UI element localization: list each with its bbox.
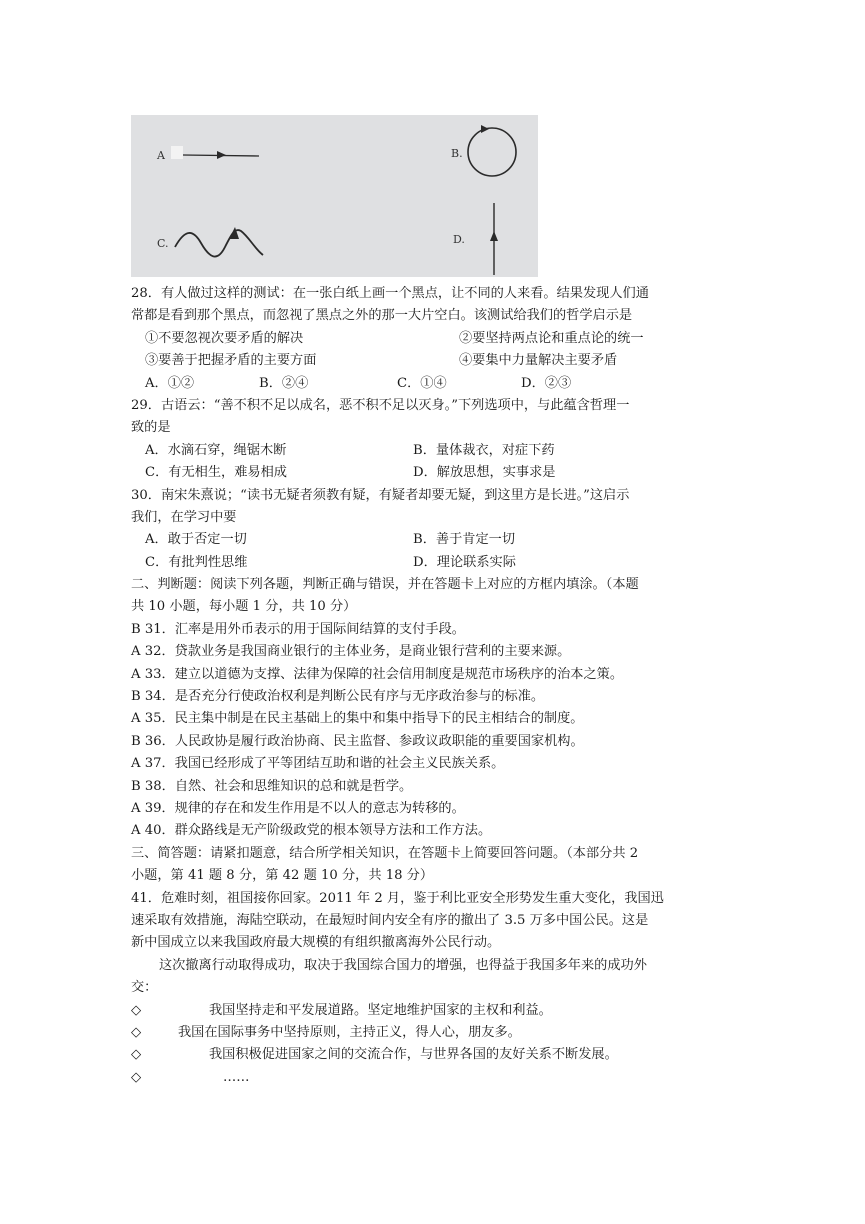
arrowhead-circle-icon — [481, 125, 489, 133]
q41-bullet — [131, 1067, 736, 1089]
judgement-item: A 33．建立以道德为支撑、法律为保障的社会信用制度是规范市场秩序的治本之策。 — [131, 666, 624, 682]
q29-option-c: C．有无相生，难易相成 — [145, 465, 287, 481]
q41-line3: 新中国成立以来我国政府最大规模的有组织撤离海外公民行动。 — [131, 935, 501, 951]
diamond-icon: ◇ — [131, 1047, 142, 1063]
q41-para2-line2: 交： — [131, 980, 158, 996]
q28-options — [131, 373, 736, 395]
figure-label-d: D. — [453, 233, 465, 246]
diamond-icon: ◇ — [131, 1024, 142, 1040]
judgement-item: A 39．规律的存在和发生作用是不以人的意志为转移的。 — [131, 800, 465, 816]
q28-statement-1: ①不要忽视次要矛盾的解决 — [145, 330, 304, 346]
diamond-icon: ◇ — [131, 1002, 142, 1018]
diamond-icon: ◇ — [131, 1069, 142, 1085]
judgement-item: A 32．贷款业务是我国商业银行的主体业务，是商业银行营利的主要来源。 — [131, 644, 571, 660]
q41-bullet-text: 我国在国际事务中坚持原则，主持正义，得人心，朋友多。 — [178, 1024, 521, 1040]
arrowhead-right-icon — [217, 151, 226, 159]
judgement-item: B 36．人民政协是履行政治协商、民主监督、参政议政职能的重要国家机构。 — [131, 733, 584, 749]
q41-bullet-text: …… — [223, 1069, 250, 1085]
judgement-item: B 34．是否充分行使政治权利是判断公民有序与无序政治参与的标准。 — [131, 689, 545, 705]
circle-arrow — [468, 128, 516, 176]
q41-bullet — [131, 1022, 736, 1044]
figure-label-b: B. — [451, 147, 463, 160]
q41-bullet-text: 我国坚持走和平发展道路。坚定地维护国家的主权和利益。 — [209, 1002, 552, 1018]
q29-option-a: A．水滴石穿，绳锯木断 — [145, 442, 287, 458]
q28-stem-line2: 常都是看到那个黑点，而忽视了黑点之外的那一大片空白。该测试给我们的哲学启示是 — [131, 308, 633, 324]
q30-option-a: A．敢于否定一切 — [145, 532, 247, 548]
q29-stem-line2: 致的是 — [131, 420, 171, 436]
q30-option-b: B．善于肯定一切 — [413, 532, 516, 548]
q29-stem-line1: 29．古语云：“善不积不足以成名，恶不积不足以灭身。”下列选项中，与此蕴含哲理一 — [131, 397, 630, 413]
q29-option-b: B．量体裁衣，对症下药 — [413, 442, 555, 458]
q30-option-c: C．有批判性思维 — [145, 554, 248, 570]
q29-options-row1 — [131, 440, 736, 462]
figure-label-c: C. — [157, 237, 169, 250]
q29-option-d: D．解放思想，实事求是 — [413, 465, 556, 481]
q30-stem-line2: 我们，在学习中要 — [131, 509, 237, 525]
q28-option-b: B．②④ — [259, 375, 309, 391]
wave-line — [175, 230, 263, 257]
q30-options-row1 — [131, 529, 736, 551]
arrowhead-up-icon — [490, 231, 498, 241]
judgement-item: B 31．汇率是用外币表示的用于国际间结算的支付手段。 — [131, 621, 465, 637]
q41-line1: 41．危难时刻，祖国接你回家。2011 年 2 月，鉴于利比亚安全形势发生重大变化，我国迅 — [131, 890, 664, 906]
q41-bullet — [131, 1000, 736, 1022]
q41-bullet — [131, 1044, 736, 1066]
judgement-item: A 40．群众路线是无产阶级政党的根本领导方法和工作方法。 — [131, 823, 492, 839]
start-marker — [171, 146, 183, 159]
arrowhead-wave-icon — [229, 227, 239, 239]
q41-para2-line1: 这次撤离行动取得成功，取决于我国综合国力的增强，也得益于我国多年来的成功外 — [159, 957, 647, 973]
section2-heading-line2: 共 10 小题，每小题 1 分，共 10 分） — [131, 599, 357, 615]
q41-line2: 速采取有效措施，海陆空联动，在最短时间内安全有序的撤出了 3.5 万多中国公民。这是 — [131, 912, 649, 928]
judgement-item: A 37．我国已经形成了平等团结互助和谐的社会主义民族关系。 — [131, 756, 505, 772]
options-figure — [131, 115, 538, 277]
q28-statements-row1 — [131, 328, 736, 350]
figure-label-a: A — [157, 149, 165, 162]
q30-stem-line1: 30．南宋朱熹说；“读书无疑者须教有疑，有疑者却要无疑，到这里方是长进。”这启示 — [131, 487, 630, 503]
q28-option-a: A．①② — [145, 375, 195, 391]
q41-bullet-text: 我国积极促进国家之间的交流合作，与世界各国的友好关系不断发展。 — [209, 1047, 618, 1063]
q30-options-row2 — [131, 552, 736, 574]
q28-option-d: D．②③ — [521, 375, 572, 391]
judgement-item: B 38．自然、社会和思维知识的总和就是哲学。 — [131, 778, 413, 794]
q30-option-d: D．理论联系实际 — [413, 554, 516, 570]
judgement-item: A 35．民主集中制是在民主基础上的集中和集中指导下的民主相结合的制度。 — [131, 711, 584, 727]
q28-option-c: C．①④ — [397, 375, 447, 391]
q28-stem-line1: 28．有人做过这样的测试：在一张白纸上画一个黑点，让不同的人来看。结果发现人们通 — [131, 286, 649, 301]
section3-heading-line2: 小题，第 41 题 8 分，第 42 题 10 分，共 18 分） — [131, 868, 434, 884]
q28-statement-2: ②要坚持两点论和重点论的统一 — [459, 330, 644, 346]
q28-statement-4: ④要集中力量解决主要矛盾 — [459, 353, 618, 369]
section3-heading-line1: 三、简答题：请紧扣题意，结合所学相关知识，在答题卡上简要回答问题。（本部分共 2 — [131, 845, 639, 861]
q29-options-row2 — [131, 462, 736, 484]
q28-statement-3: ③要善于把握矛盾的主要方面 — [145, 353, 317, 369]
q28-statements-row2 — [131, 350, 736, 372]
exam-content — [131, 283, 736, 1089]
figure-svg — [131, 115, 538, 277]
section2-heading-line1: 二、判断题：阅读下列各题，判断正确与错误，并在答题卡上对应的方框内填涂。（本题 — [131, 577, 639, 593]
